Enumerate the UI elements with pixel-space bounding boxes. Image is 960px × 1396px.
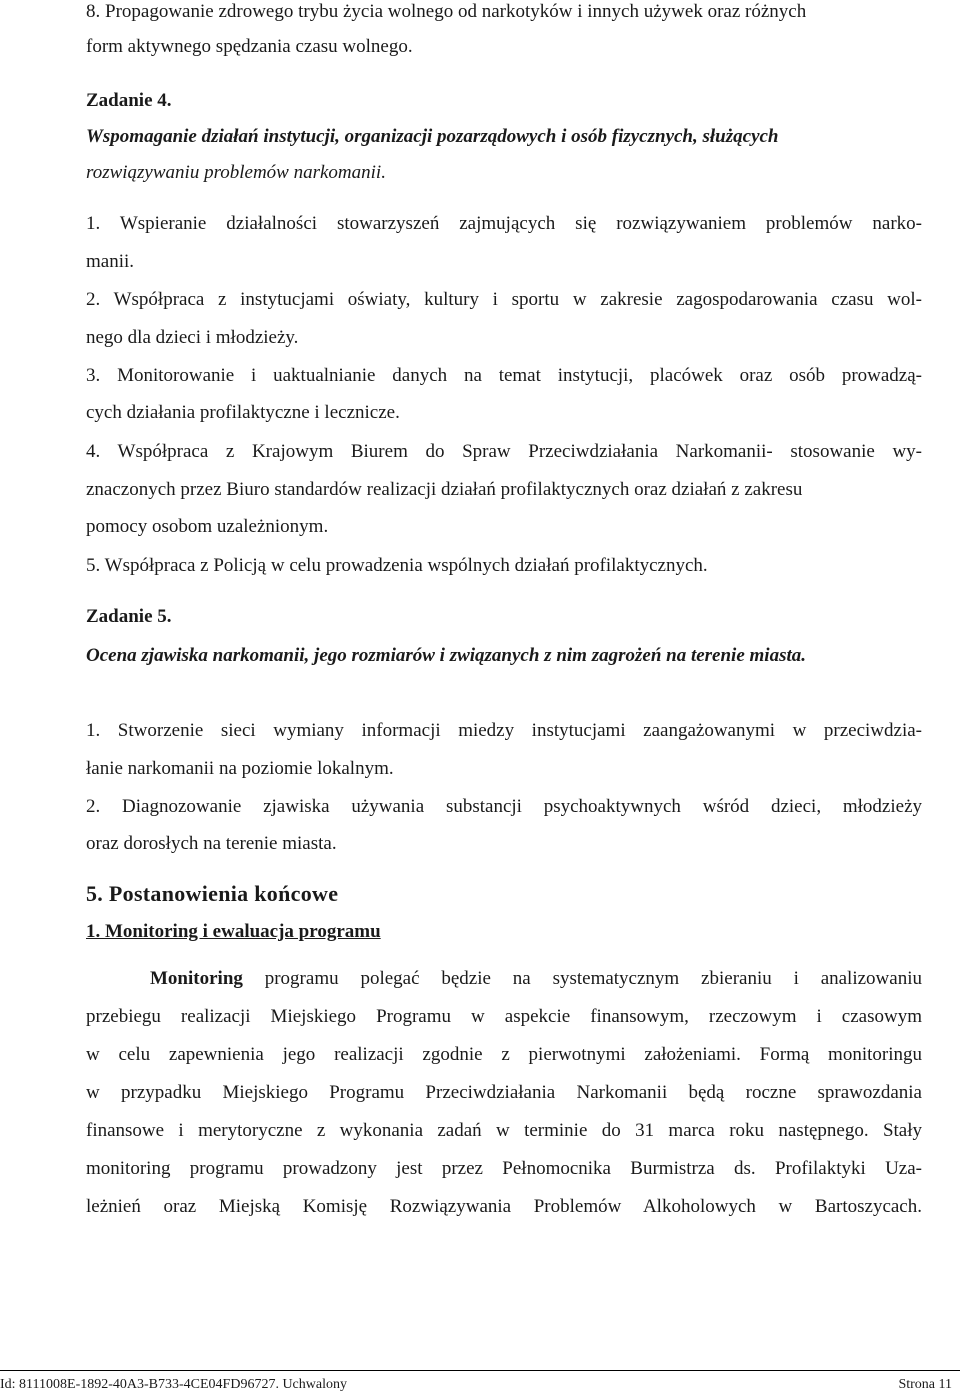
para-lead-word: Monitoring (150, 968, 243, 989)
task5-heading: Zadanie 5. (86, 606, 172, 627)
para-line4: w przypadku Miejskiego Programu Przeciwdziałania Narkomanii będą roczne sprawozdania (86, 1082, 922, 1103)
section5-heading: 5. Postanowienia końcowe (86, 881, 339, 906)
task4-item1-line1: 1. Wspieranie działalności stowarzyszeń zajmujących się rozwiązywaniem problemów narko- (86, 213, 922, 234)
para-line1-rest: programu polegać będzie na systematycznym zbieraniu i analizowaniu (242, 968, 922, 989)
task4-item4-line3: pomocy osobom uzależnionym. (86, 516, 329, 537)
para-line2: przebiegu realizacji Miejskiego Programu w aspekcie finansowym, rzeczowym i czasowym (86, 1006, 922, 1027)
item8-line1: 8. Propagowanie zdrowego trybu życia wolnego od narkotyków i innych używek oraz różnych (86, 1, 807, 22)
item8-line2: form aktywnego spędzania czasu wolnego. (86, 36, 413, 57)
task4-item1-line2: manii. (86, 251, 135, 272)
para-line6: monitoring programu prowadzony jest przez Pełnomocnika Burmistrza ds. Profilaktyki Uza- (86, 1158, 922, 1179)
task5-item1-line2: łanie narkomanii na poziomie lokalnym. (86, 758, 394, 779)
para-line7: leżnień oraz Miejską Komisję Rozwiązywania Problemów Alkoholowych w Bartoszycach. (86, 1196, 922, 1217)
task4-item4-line1: 4. Współpraca z Krajowym Biurem do Spraw Przeciwdziałania Narkomanii- stosowanie wy- (86, 441, 922, 462)
task4-item3-line1: 3. Monitorowanie i uaktualnianie danych na temat instytucji, placówek oraz osób prowadzą- (86, 365, 922, 386)
para-line5: finansowe i merytoryczne z wykonania zadań w terminie do 31 marca roku następnego. Stały (86, 1120, 922, 1141)
footer-page-number: Strona 11 (898, 1377, 952, 1392)
footer-divider (0, 1370, 960, 1371)
task4-item2-line1: 2. Współpraca z instytucjami oświaty, kultury i sportu w zakresie zagospodarowania czasu wol- (86, 289, 922, 310)
task5-item2-line1: 2. Diagnozowanie zjawiska używania substancji psychoaktywnych wśród dzieci, młodzieży (86, 796, 922, 817)
task4-title-line2: rozwiązywaniu problemów narkomanii. (86, 162, 386, 183)
section5-subheading: 1. Monitoring i ewaluacja programu (86, 921, 381, 942)
task4-item2-line2: nego dla dzieci i młodzieży. (86, 327, 299, 348)
task5-item1-line1: 1. Stworzenie sieci wymiany informacji miedzy instytucjami zaangażowanymi w przeciwdzia- (86, 720, 922, 741)
footer-document-id: Id: 8111008E-1892-40A3-B733-4CE04FD96727. Uchwalony (0, 1377, 347, 1392)
task5-item2-line2: oraz dorosłych na terenie miasta. (86, 833, 337, 854)
task4-title-line1: Wspomaganie działań instytucji, organizacji pozarządowych i osób fizycznych, służących (86, 126, 779, 147)
task4-item3-line2: cych działania profilaktyczne i lecznicze. (86, 402, 400, 423)
task4-heading: Zadanie 4. (86, 90, 172, 111)
para-line1 (150, 967, 922, 991)
task5-title: Ocena zjawiska narkomanii, jego rozmiarów i związanych z nim zagrożeń na terenie miasta. (86, 645, 806, 666)
para-line3: w celu zapewnienia jego realizacji zgodnie z pierwotnymi założeniami. Formą monitoringu (86, 1044, 922, 1065)
task4-item4-line2: znaczonych przez Biuro standardów realizacji działań profilaktycznych oraz działań z zakresu (86, 479, 803, 500)
task4-item5: 5. Współpraca z Policją w celu prowadzenia wspólnych działań profilaktycznych. (86, 555, 708, 576)
